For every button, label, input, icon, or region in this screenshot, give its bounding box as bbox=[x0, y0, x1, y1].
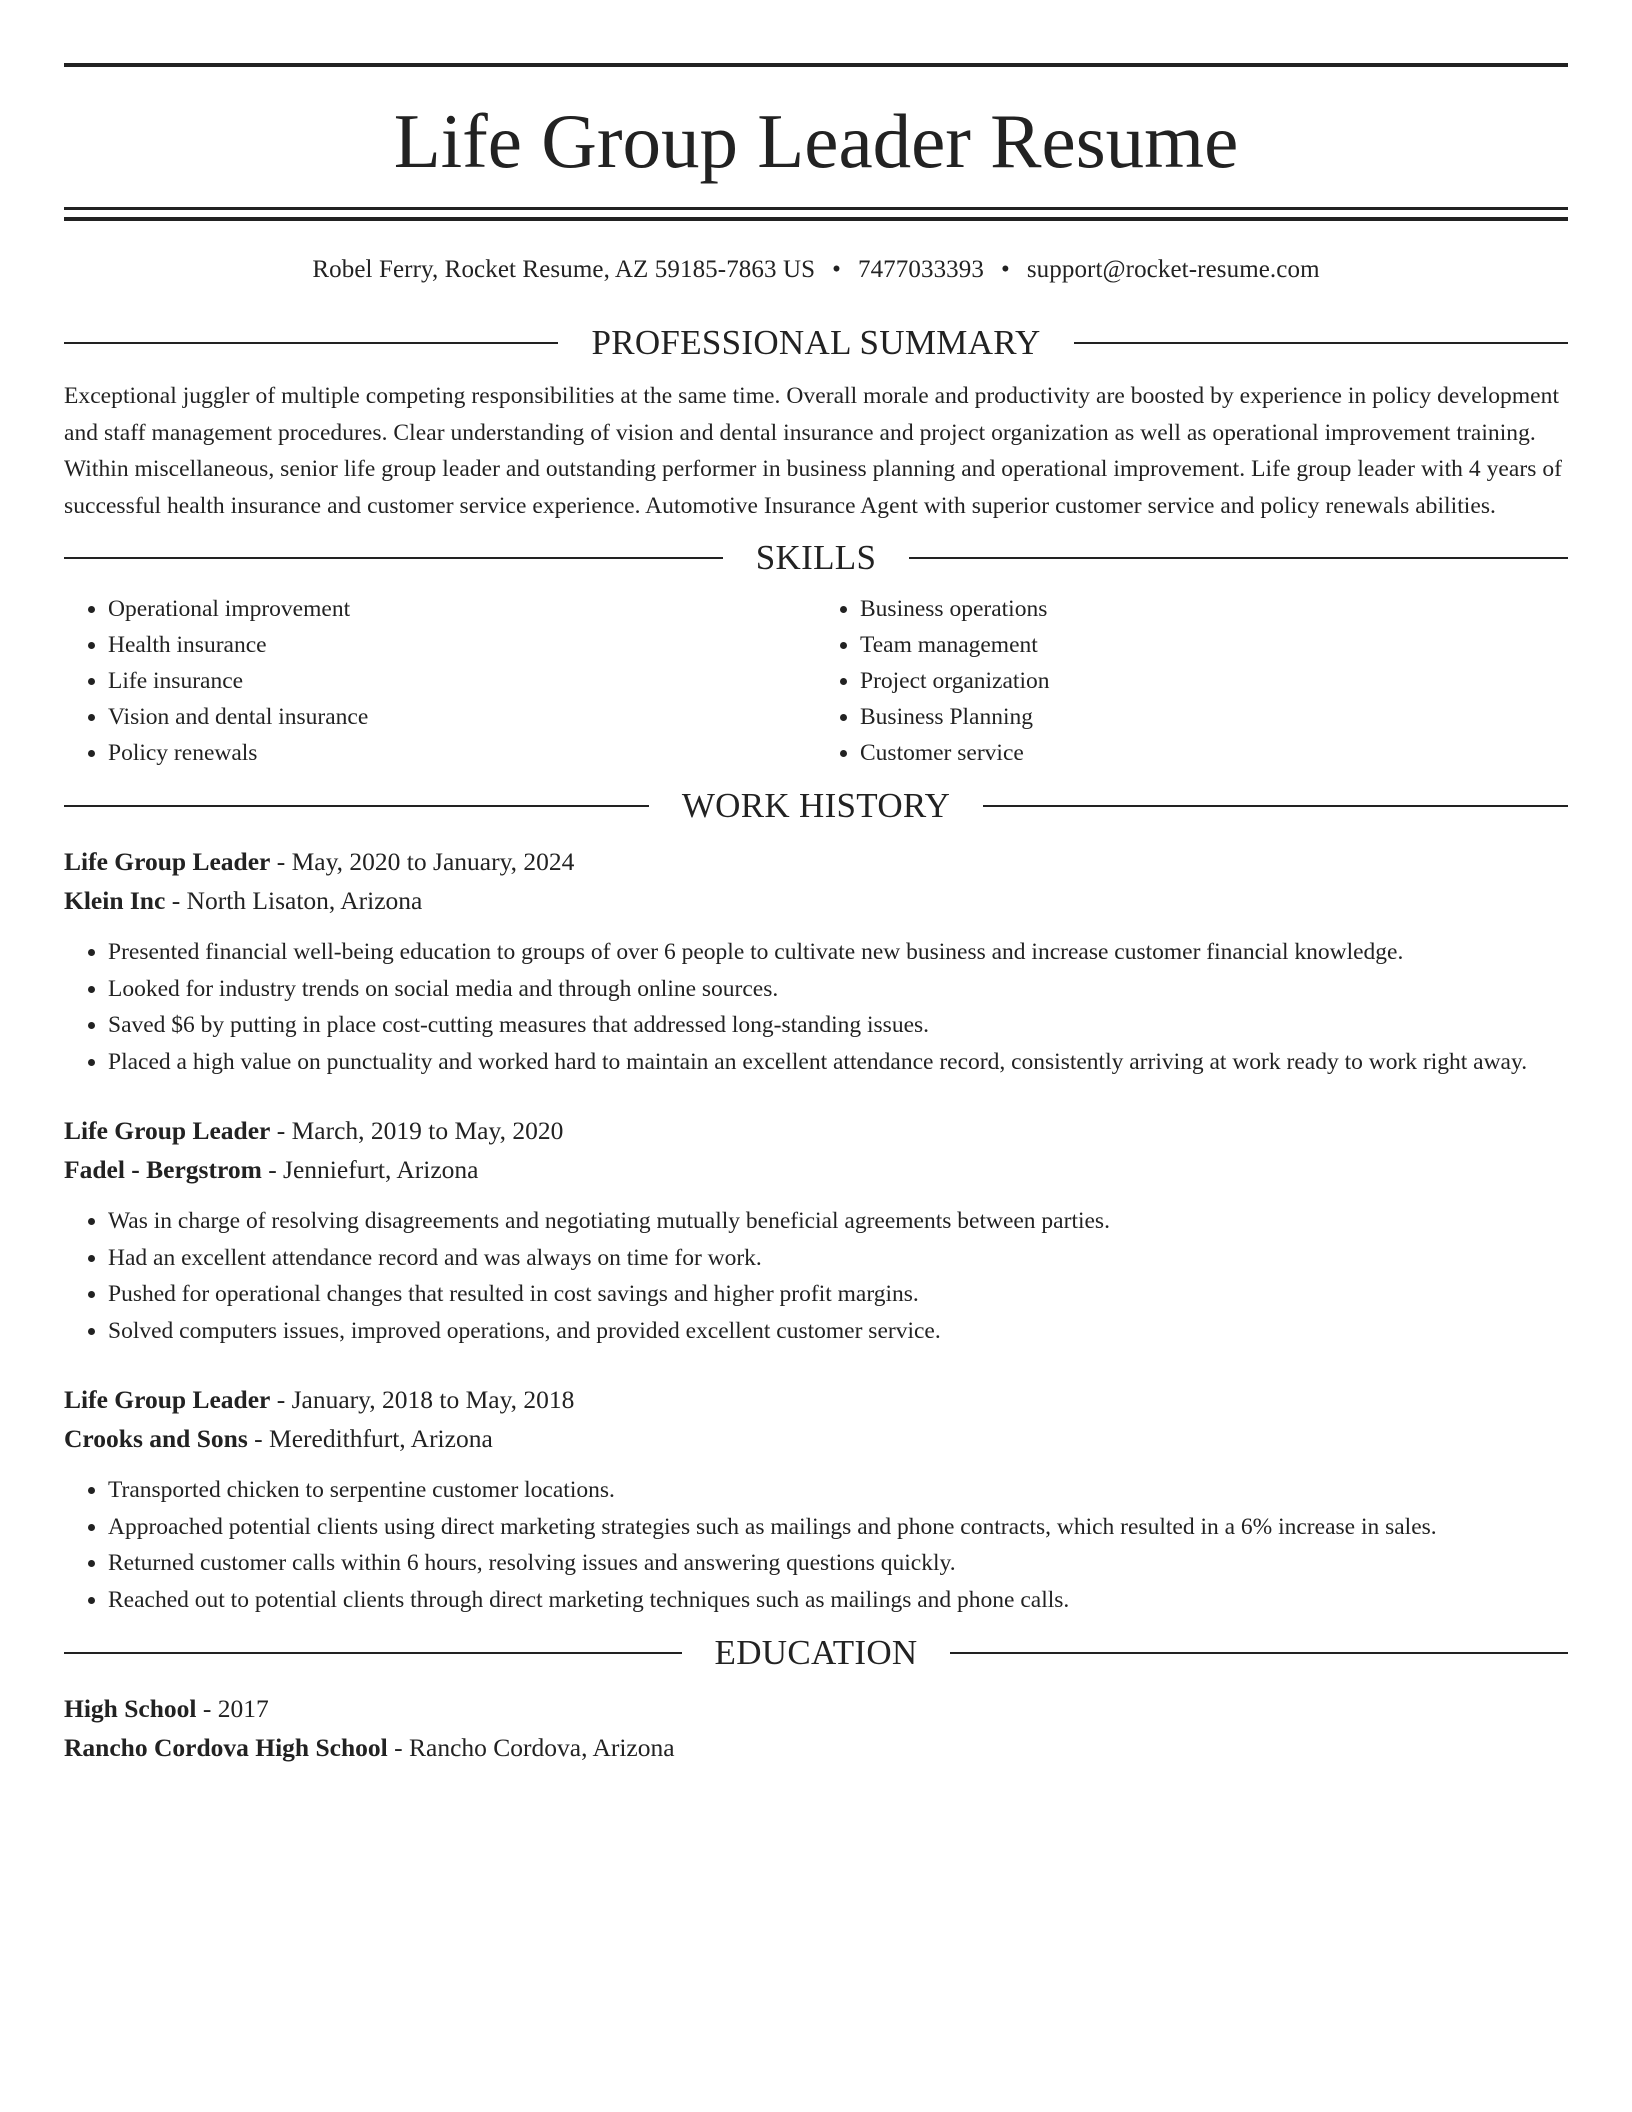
skill-item: • Business Planning bbox=[860, 699, 1568, 735]
job-bullet: • Placed a high value on punctuality and worked hard to maintain an excellent attendance record, consistently arriving at work ready to work right away. bbox=[108, 1044, 1568, 1081]
job-company-line bbox=[64, 1420, 1568, 1459]
job-bullet: • Had an excellent attendance record and was always on time for work. bbox=[108, 1240, 1568, 1277]
education-location: - Rancho Cordova, Arizona bbox=[387, 1732, 675, 1762]
skill-item: • Business operations bbox=[860, 591, 1568, 627]
contact-phone: 7477033393 bbox=[857, 256, 984, 283]
job-bullet: • Approached potential clients using direct marketing strategies such as mailings and phone contracts, which resulted in a 6% increase in sales. bbox=[108, 1509, 1568, 1546]
job-bullet: • Pushed for operational changes that resulted in cost savings and higher profit margins. bbox=[108, 1276, 1568, 1313]
divider-line bbox=[1074, 342, 1568, 344]
skill-item: • Life insurance bbox=[108, 663, 816, 699]
job-title: Life Group Leader bbox=[64, 1116, 271, 1145]
job-company: Fadel - Bergstrom bbox=[64, 1154, 262, 1184]
skills-column-right bbox=[816, 591, 1568, 771]
education-school: Rancho Cordova High School bbox=[64, 1732, 388, 1762]
job-entry bbox=[64, 1112, 1568, 1349]
job-location: - Meredithfurt, Arizona bbox=[247, 1423, 493, 1453]
job-dates: - March, 2019 to May, 2020 bbox=[270, 1116, 564, 1145]
contact-separator: • bbox=[832, 256, 841, 283]
job-entry bbox=[64, 843, 1568, 1080]
skill-item: • Team management bbox=[860, 627, 1568, 663]
job-dates: - January, 2018 to May, 2018 bbox=[270, 1385, 575, 1414]
skill-item: • Health insurance bbox=[108, 627, 816, 663]
job-location: - Jenniefurt, Arizona bbox=[261, 1154, 479, 1184]
skill-item: • Project organization bbox=[860, 663, 1568, 699]
skill-item: • Operational improvement bbox=[108, 591, 816, 627]
section-title-education: EDUCATION bbox=[714, 1633, 918, 1672]
section-header-education bbox=[64, 1630, 1568, 1676]
job-bullet: • Presented financial well-being education to groups of over 6 people to cultivate new business and increase customer financial knowledge. bbox=[108, 934, 1568, 971]
skills-list bbox=[64, 591, 1568, 771]
job-company-line bbox=[64, 882, 1568, 921]
top-rule bbox=[64, 63, 1568, 67]
education-degree: High School bbox=[64, 1694, 197, 1723]
job-bullet: • Returned customer calls within 6 hours, resolving issues and answering questions quickly. bbox=[108, 1545, 1568, 1582]
section-header-summary bbox=[64, 320, 1568, 366]
job-bullet: • Was in charge of resolving disagreements and negotiating mutually beneficial agreements between parties. bbox=[108, 1203, 1568, 1240]
job-company: Crooks and Sons bbox=[64, 1423, 248, 1453]
title-double-rule bbox=[64, 207, 1568, 221]
skill-item: • Customer service bbox=[860, 735, 1568, 771]
section-header-work bbox=[64, 783, 1568, 829]
divider-line bbox=[983, 805, 1568, 807]
contact-email: support@rocket-resume.com bbox=[1026, 256, 1320, 283]
resume-title: Life Group Leader Resume bbox=[393, 98, 1239, 184]
job-bullet: • Saved $6 by putting in place cost-cutting measures that addressed long-standing issues. bbox=[108, 1007, 1568, 1044]
job-company: Klein Inc bbox=[64, 885, 166, 915]
job-entry bbox=[64, 1381, 1568, 1618]
divider-line bbox=[909, 557, 1568, 559]
divider-line bbox=[64, 557, 723, 559]
summary-text: Exceptional juggler of multiple competing responsibilities at the same time. Overall morale and productivity are boosted by experience in policy development and staff management procedures. Clear understanding of vision and dental insurance and project organization as well as operational improvement training. Within miscellaneous, senior life group leader and outstanding performer in business planning and operational improvement. Life group leader with 4 years of successful health insurance and customer service experience. Automotive Insurance Agent with superior customer service and policy renewals abilities. bbox=[64, 383, 1563, 519]
section-title-skills: SKILLS bbox=[755, 538, 877, 577]
job-title: Life Group Leader bbox=[64, 1385, 271, 1414]
contact-address: Robel Ferry, Rocket Resume, AZ 59185-7863 US bbox=[312, 256, 816, 283]
job-title-line bbox=[64, 843, 1568, 882]
job-bullet: • Reached out to potential clients through direct marketing techniques such as mailings and phone calls. bbox=[108, 1582, 1568, 1619]
divider-line bbox=[64, 342, 558, 344]
job-bullets bbox=[64, 1472, 1568, 1618]
job-title-line bbox=[64, 1381, 1568, 1420]
education-school-line bbox=[64, 1729, 1568, 1768]
job-bullets bbox=[64, 1203, 1568, 1349]
education-entry bbox=[64, 1690, 1568, 1767]
job-bullets bbox=[64, 934, 1568, 1080]
section-header-skills bbox=[64, 535, 1568, 581]
skill-item: • Vision and dental insurance bbox=[108, 699, 816, 735]
section-title-summary: PROFESSIONAL SUMMARY bbox=[591, 323, 1041, 362]
divider-line bbox=[64, 1652, 682, 1654]
contact-line bbox=[64, 255, 1568, 285]
skill-item: • Policy renewals bbox=[108, 735, 816, 771]
education-year: - 2017 bbox=[196, 1694, 269, 1723]
job-bullet: • Transported chicken to serpentine customer locations. bbox=[108, 1472, 1568, 1509]
divider-line bbox=[64, 805, 649, 807]
skills-column-left bbox=[64, 591, 816, 771]
job-title-line bbox=[64, 1112, 1568, 1151]
job-bullet: • Looked for industry trends on social media and through online sources. bbox=[108, 971, 1568, 1008]
job-company-line bbox=[64, 1151, 1568, 1190]
contact-separator: • bbox=[1000, 256, 1010, 283]
education-degree-line bbox=[64, 1690, 1568, 1729]
job-title: Life Group Leader bbox=[64, 847, 271, 876]
job-bullet: • Solved computers issues, improved operations, and provided excellent customer service. bbox=[108, 1313, 1568, 1350]
job-location: - North Lisaton, Arizona bbox=[165, 885, 423, 915]
divider-line bbox=[950, 1652, 1568, 1654]
job-dates: - May, 2020 to January, 2024 bbox=[270, 847, 575, 876]
section-title-work: WORK HISTORY bbox=[681, 786, 951, 825]
